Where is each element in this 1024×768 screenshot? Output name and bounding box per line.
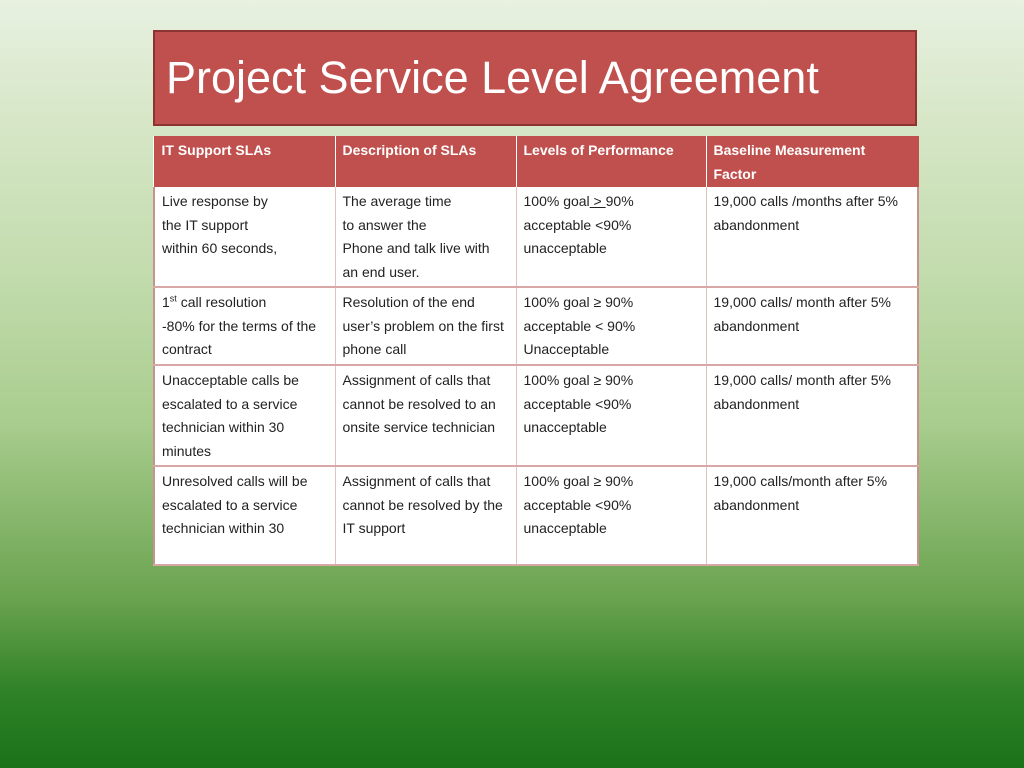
baseline-cell: 19,000 calls/month after 5% abandonment <box>706 466 918 565</box>
sla-cell <box>154 287 335 365</box>
performance-goal: 100% goal ≥ 90% <box>523 372 634 388</box>
description-cell: Assignment of calls that cannot be resolved by the IT support <box>335 466 516 565</box>
performance-cell <box>516 187 706 287</box>
sla-cell <box>154 187 335 287</box>
performance-unacceptable: Unacceptable <box>523 341 610 357</box>
table-row <box>154 187 918 287</box>
description-cell: Resolution of the end user’s problem on the first phone call <box>335 287 516 365</box>
sla-line: within 60 seconds, <box>162 240 278 256</box>
sla-line: -80% for the terms of the contract <box>162 317 317 357</box>
sla-cell: Unresolved calls will be escalated to a service technician within 30 <box>154 466 335 565</box>
performance-acceptable: acceptable <90% <box>523 216 632 233</box>
header-description-of-slas: Description of SLAs <box>335 136 516 187</box>
baseline-cell: 19,000 calls/ month after 5% abandonment <box>706 287 918 365</box>
baseline-cell: 19,000 calls/ month after 5% abandonment <box>706 365 918 466</box>
description-line: to answer the <box>342 216 427 233</box>
performance-unacceptable: unacceptable <box>523 419 607 435</box>
header-baseline-measurement-factor: Baseline Measurement Factor <box>706 136 918 187</box>
goal-prefix: 100% goal <box>523 193 590 209</box>
performance-unacceptable: unacceptable <box>523 240 607 256</box>
performance-cell <box>516 287 706 365</box>
description-line: Phone and talk live with an end user. <box>342 240 490 280</box>
goal-symbol: > <box>589 193 606 209</box>
sla-table <box>153 136 919 566</box>
description-cell <box>335 187 516 287</box>
header-levels-of-performance: Levels of Performance <box>516 136 706 187</box>
sla-cell: Unacceptable calls be escalated to a service technician within 30 minutes <box>154 365 335 466</box>
performance-unacceptable: unacceptable <box>523 520 607 536</box>
sla-line: the IT support <box>162 216 249 233</box>
title-banner <box>153 30 917 126</box>
table-row <box>154 466 918 565</box>
table-row <box>154 365 918 466</box>
performance-goal <box>524 190 699 214</box>
sla-ordinal-suffix: st <box>169 293 177 304</box>
performance-goal: 100% goal ≥ 90% <box>523 473 634 489</box>
performance-cell <box>516 365 706 466</box>
table-row <box>154 287 918 365</box>
performance-acceptable: acceptable < 90% <box>523 317 636 334</box>
sla-rest: call resolution <box>176 294 267 310</box>
performance-cell <box>516 466 706 565</box>
performance-acceptable: acceptable <90% <box>523 496 632 513</box>
performance-goal: 100% goal ≥ 90% <box>523 294 634 310</box>
sla-number: 1 <box>162 294 170 310</box>
sla-first-line <box>162 291 328 315</box>
slide-title: Project Service Level Agreement <box>166 52 819 103</box>
performance-acceptable: acceptable <90% <box>523 395 632 412</box>
description-cell: Assignment of calls that cannot be resolved to an onsite service technician <box>335 365 516 466</box>
description-line: The average time <box>342 193 452 209</box>
goal-value: 90% <box>605 193 634 209</box>
baseline-cell: 19,000 calls /months after 5% abandonment <box>706 187 918 287</box>
table-header-row <box>154 136 918 187</box>
sla-line: Live response by <box>162 193 268 209</box>
header-it-support-slas: IT Support SLAs <box>154 136 335 187</box>
